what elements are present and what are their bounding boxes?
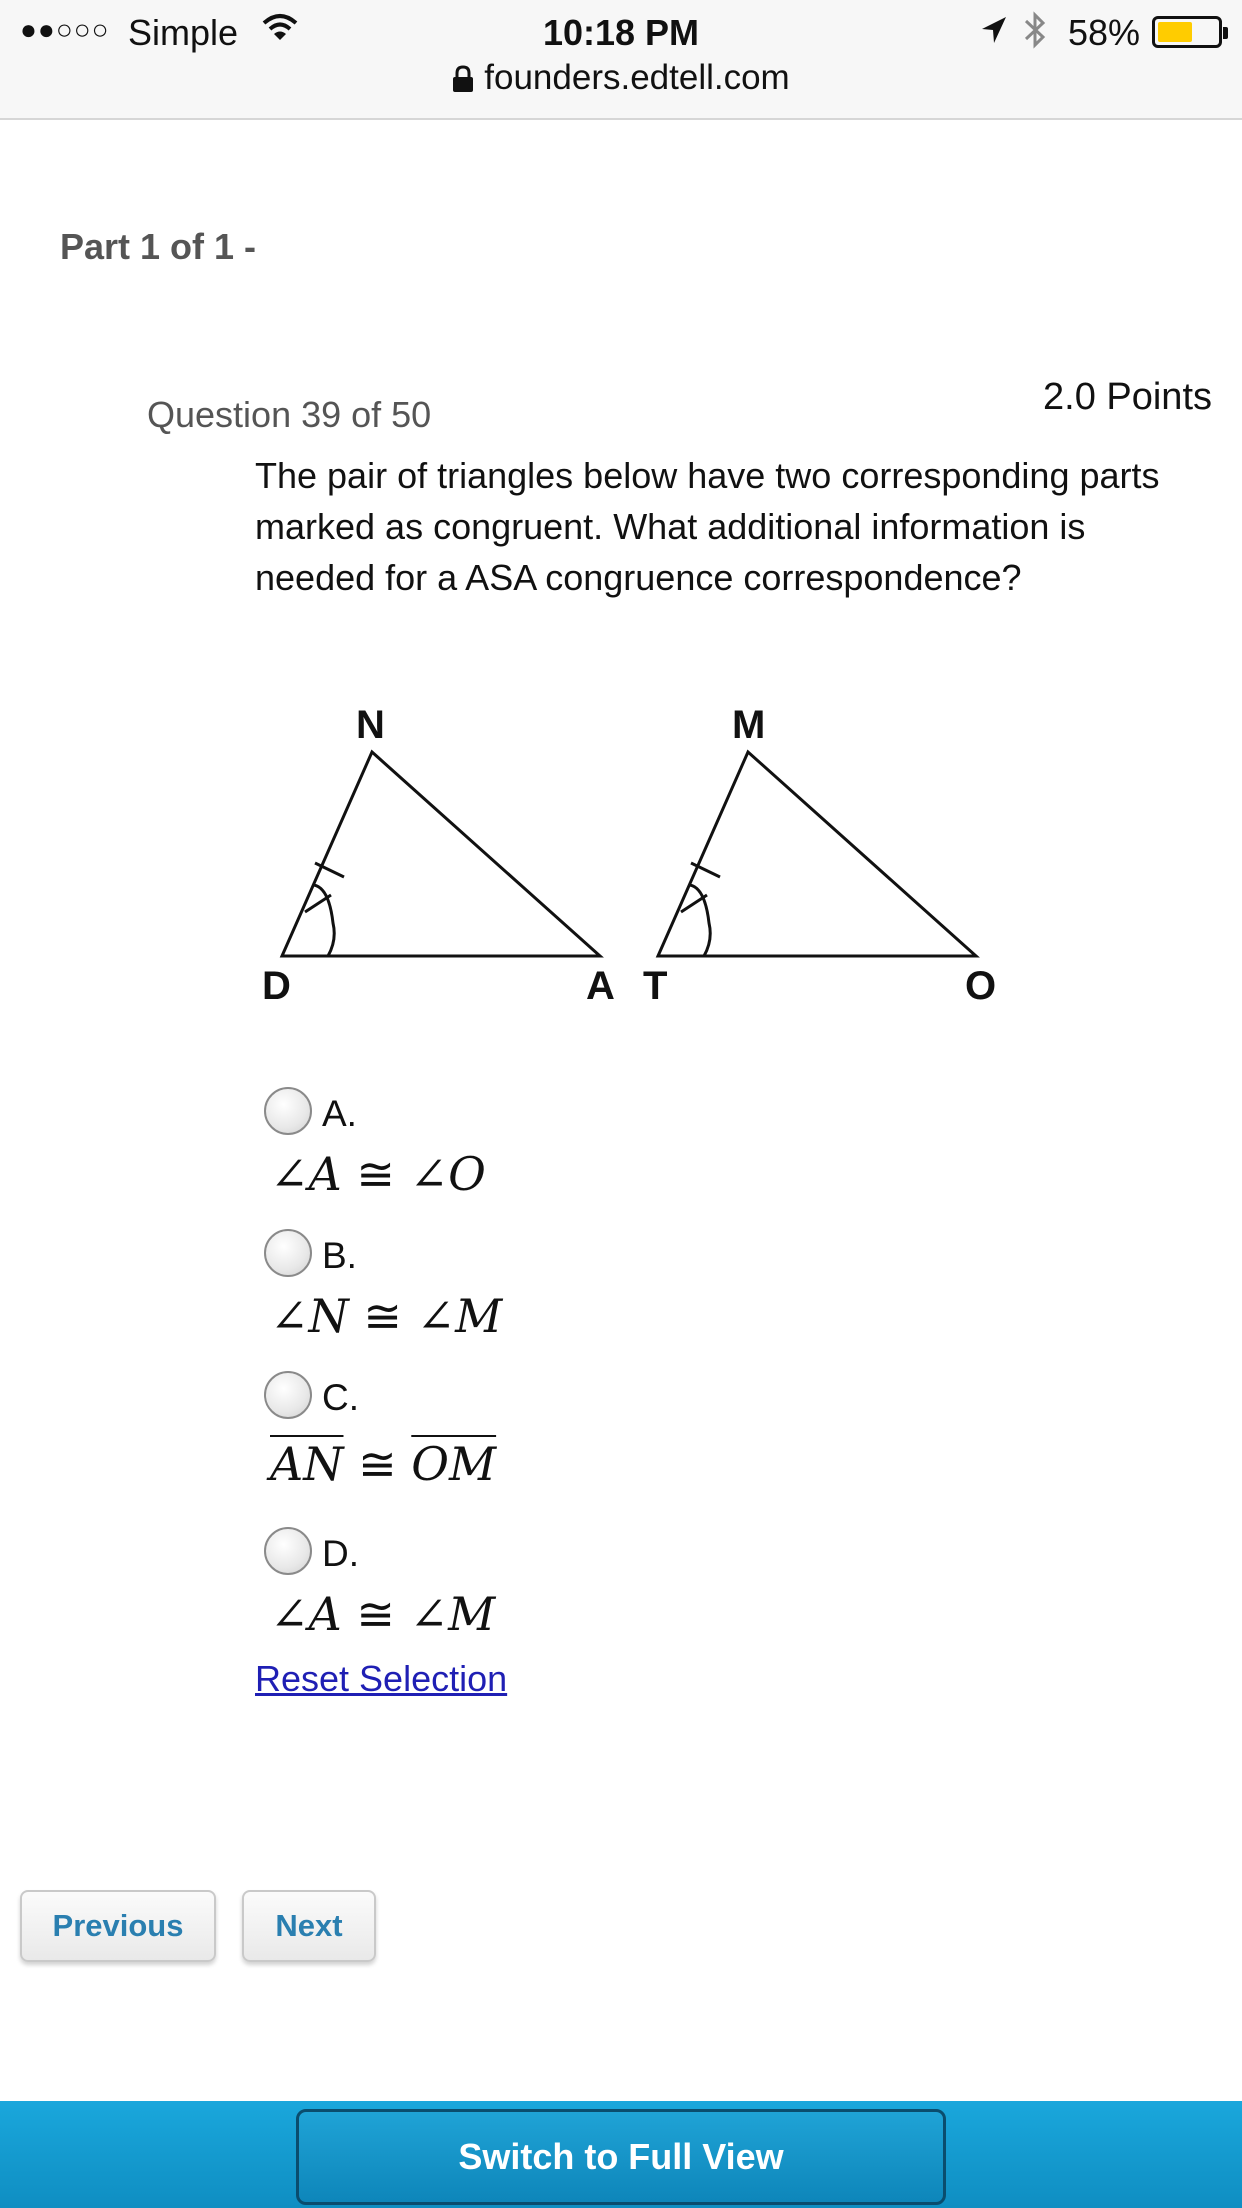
url-text: founders.edtell.com — [484, 58, 790, 97]
choice-expression: ∠A ≅ ∠O — [270, 1147, 486, 1201]
browser-top-bar — [0, 0, 1242, 120]
triangles-figure — [255, 690, 1025, 1030]
carrier-name: Simple — [128, 12, 239, 53]
battery-icon — [1152, 16, 1222, 48]
vertex-label-a: A — [586, 964, 615, 1008]
location-arrow-icon — [980, 12, 1008, 54]
status-time: 10:18 PM — [542, 12, 700, 53]
vertex-label-m: M — [732, 703, 766, 747]
choice-expression: $\overline{AN}$ ≅ $\overline{OM}$ — [270, 1437, 497, 1491]
battery-level-fill — [1158, 22, 1192, 42]
choice-letter: B. — [322, 1235, 357, 1276]
choice-letter: D. — [322, 1533, 359, 1574]
vertex-label-n: N — [356, 703, 385, 747]
triangle-dna — [262, 703, 615, 1008]
radio-button-d[interactable] — [264, 1527, 312, 1575]
switch-to-full-view-button[interactable]: Switch to Full View — [296, 2109, 946, 2205]
vertex-label-o: O — [965, 964, 997, 1008]
question-points: 2.0 Points — [1043, 376, 1212, 418]
question-text: The pair of triangles below have two corresponding parts marked as congruent. What additional information is needed for a ASA congruence correspondence? — [255, 455, 1160, 598]
radio-button-b[interactable] — [264, 1229, 312, 1277]
radio-button-a[interactable] — [264, 1087, 312, 1135]
bluetooth-icon — [1022, 10, 1048, 59]
choice-letter: C. — [322, 1377, 359, 1418]
vertex-label-t: T — [643, 964, 668, 1008]
vertex-label-d: D — [262, 964, 291, 1008]
next-button[interactable]: Next — [242, 1890, 376, 1962]
part-title: Part 1 of 1 - — [60, 226, 257, 267]
reset-selection-link[interactable]: Reset Selection — [255, 1658, 508, 1699]
segment-om: $\overline{OM}$ — [411, 1437, 497, 1491]
previous-button[interactable]: Previous — [20, 1890, 216, 1962]
choice-letter: A. — [322, 1093, 357, 1134]
choice-expression: ∠N ≅ ∠M — [270, 1289, 503, 1343]
footer-bar — [0, 2101, 1242, 2208]
triangle-mto — [643, 703, 996, 1008]
radio-button-c[interactable] — [264, 1371, 312, 1419]
signal-strength-icon: ●●○○○ — [20, 14, 110, 45]
choice-expression: ∠A ≅ ∠M — [270, 1587, 496, 1641]
segment-an: $\overline{AN}$ — [270, 1437, 344, 1491]
question-number: Question 39 of 50 — [147, 394, 432, 435]
address-bar[interactable] — [0, 58, 1242, 102]
lock-icon — [452, 62, 474, 102]
battery-percent: 58% — [1068, 12, 1141, 53]
